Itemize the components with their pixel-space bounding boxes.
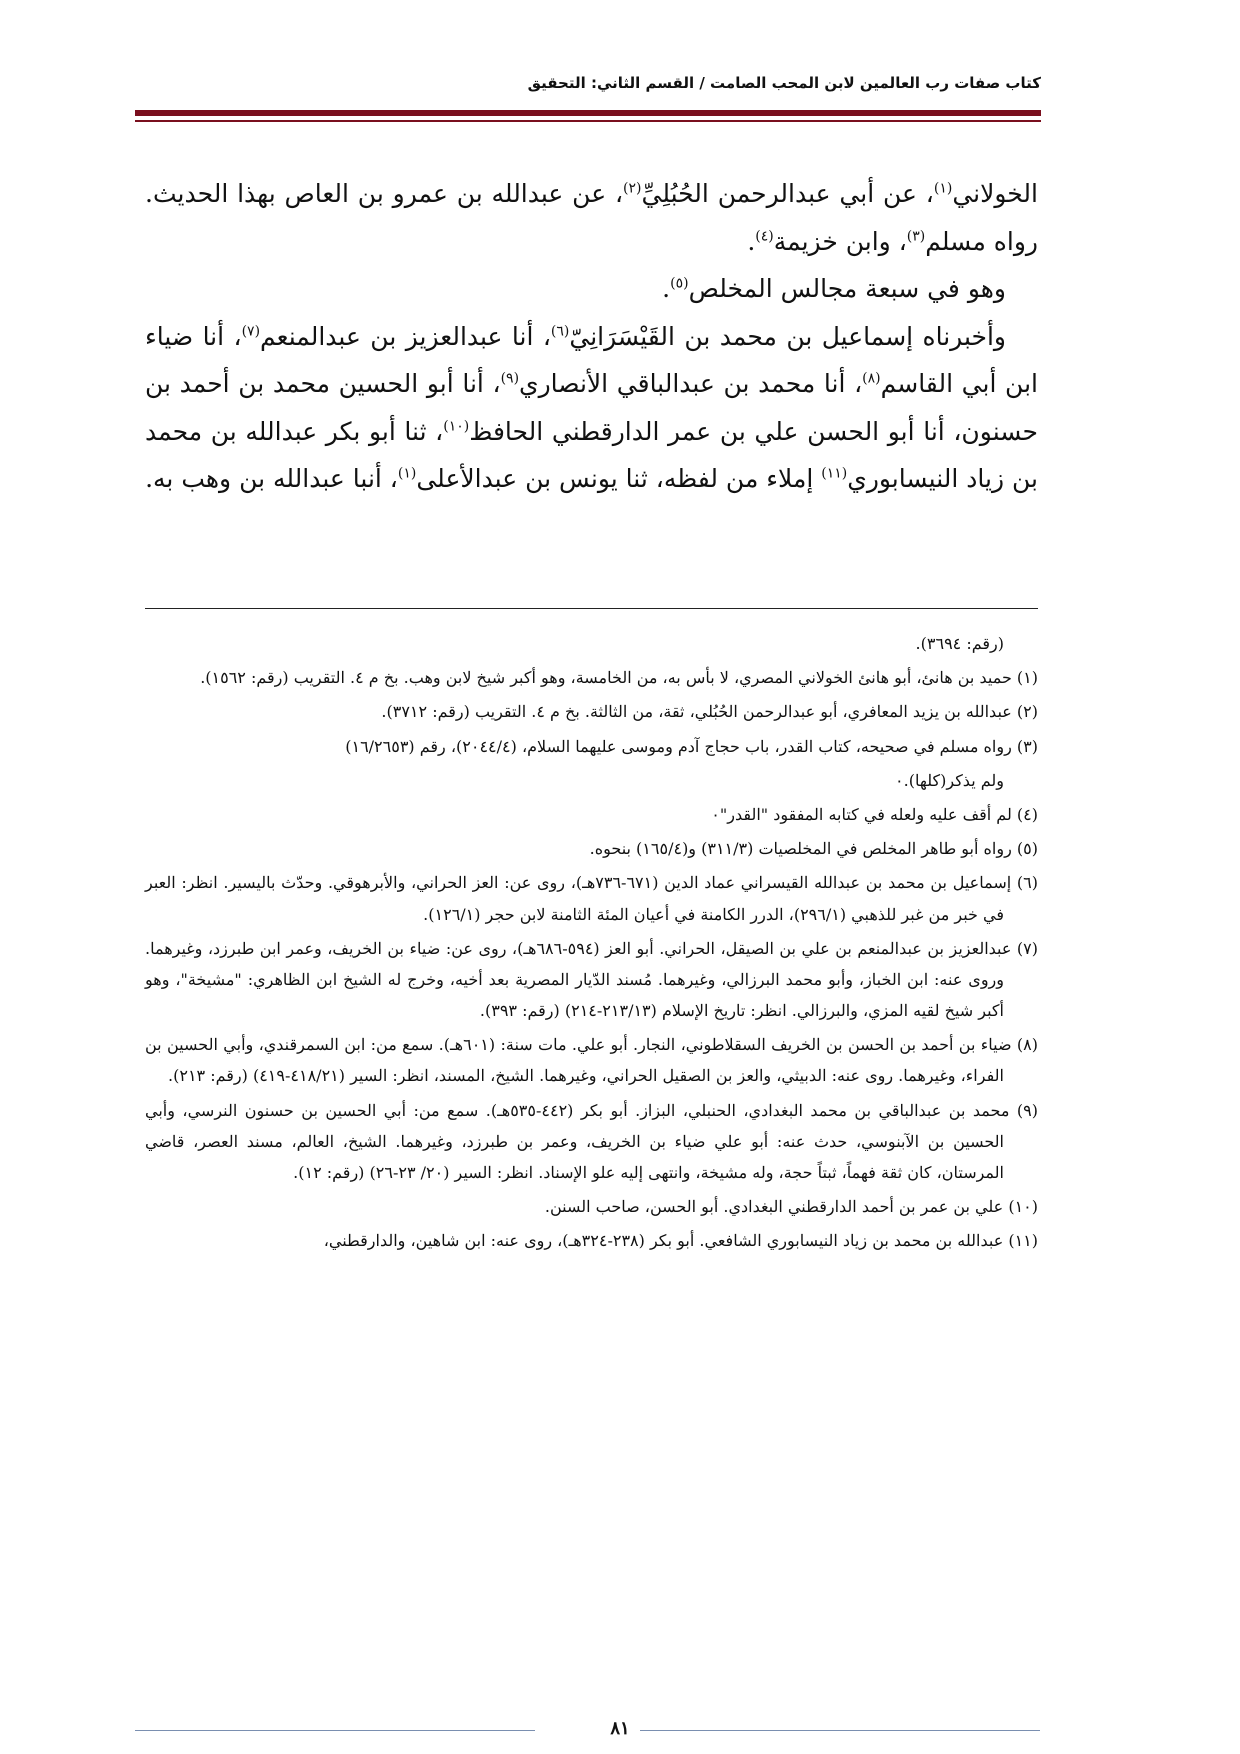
footnote-7: (٧) عبدالعزيز بن عبدالمنعم بن علي بن الصيقل، الحراني. أبو العز (٥٩٤-٦٨٦هـ)، روى عن: ضياء بن الخريف، وعمر ابن طبرزد، وغيرهما. وروى عنه: ابن الخباز، وأبو محمد البرزالي، وغيرهما. مُسند الدّيار المصرية بعد أخيه، وخرج له الشيخ ابن الظاهري: "مشيخة"، وهو أكبر شيخ لقيه المزي، والبرزالي. انظر: تاريخ الإسلام (٢١٣/١٣-٢١٤) (رقم: ٣٩٣). <box>145 938 1038 1021</box>
footnote-ref: (٦) <box>550 323 570 340</box>
text-run: وأخبرناه إسماعيل بن محمد بن القَيْسَرَانِيّ <box>569 321 1006 351</box>
text-run: ، أنا ضياء ابن أبي القاسم <box>145 321 1038 398</box>
header-rule-thin <box>135 120 1041 122</box>
footnote-8: (٨) ضياء بن أحمد بن الحسن بن الخريف السقلاطوني، النجار. أبو علي. مات سنة: (٦٠١هـ). سمع من: ابن السمرقندي، وأبي الحسين بن الفراء، وغيرهما. روى عنه: الدبيثي، والعز بن الصقيل الحراني، وغيرهما. الشيخ، المسند، انظر: السير (٤١٨/٢١-٤١٩) (رقم: ٢١٣). <box>145 1035 1039 1086</box>
paragraph-3 <box>145 313 1038 503</box>
footer-line-right <box>640 1730 1040 1731</box>
footnote-10: (١٠) علي بن عمر بن أحمد الدارقطني البغدادي. أبو الحسن، صاحب السنن. <box>544 1197 1038 1217</box>
text-run: ، أنبا عبدالله بن وهب به. <box>145 464 398 493</box>
footnote-ref: (٧) <box>241 323 261 340</box>
text-run: ، وابن خزيمة <box>773 226 907 256</box>
running-header: كتاب صفات رب العالمين لابن المحب الصامت / القسم الثاني: التحقيق <box>527 74 1041 92</box>
text-run: . <box>747 226 756 256</box>
text-run: ، أنا أبو الحسين محمد بن أحمد بن حسنون، أنا أبو الحسن علي بن عمر الدارقطني الحافظ <box>145 369 1038 446</box>
main-text <box>145 170 1038 503</box>
footnote-ref: (١١) <box>821 465 848 482</box>
text-run: إملاء من لفظه، ثنا يونس بن عبدالأعلى <box>416 464 822 493</box>
text-run: ، عن أبي عبدالرحمن الحُبُلِيِّ <box>641 179 934 208</box>
footnote-ref: (٨) <box>862 370 881 387</box>
footnote-ref: (٢) <box>623 180 642 197</box>
text-run: ، أنا عبدالعزيز بن عبدالمنعم <box>260 321 551 351</box>
paragraph-2 <box>145 265 1038 313</box>
header-rule-thick <box>135 110 1041 116</box>
footnote-separator <box>145 608 1038 609</box>
text-run: الخولاني <box>952 179 1038 208</box>
footnote-9: (٩) محمد بن عبدالباقي بن محمد البغدادي، الحنبلي، البزاز. أبو بكر (٤٤٢-٥٣٥هـ). سمع من: أبي الحسين بن حسنون النرسي، وأبي الحسين بن الآبنوسي، حدث عنه: أبو علي ضياء بن الخريف، وعمر بن طبرزد، وغيرهما. الشيخ، العالم، مسند العصر، قاضي المرستان، كان ثقة فهماً، ثبتاً حجة، وله مشيخة، وانتهى إليه علو الإسناد. انظر: السير (٢٠/ ٢٣-٢٦) (رقم: ١٢). <box>145 1100 1038 1182</box>
footnote-3-continued: ولم يذكر(كلها).٠ <box>895 770 1004 790</box>
footnote-ref: (٩) <box>500 370 520 387</box>
footnote-ref: (٥) <box>670 275 689 292</box>
footnote-2: (٢) عبدالله بن يزيد المعافري، أبو عبدالرحمن الحُبُلي، ثقة، من الثالثة. بخ م ٤. التقريب (رقم: ٣٧١٢). <box>381 702 1038 722</box>
footnote-3: (٣) رواه مسلم في صحيحه، كتاب القدر، باب حجاج آدم وموسى عليهما السلام، (٢٠٤٤/٤)، رقم (١٦/٢٦٥٣) <box>345 736 1038 756</box>
footnote-ref: (١) <box>933 180 953 197</box>
footnotes <box>145 628 1038 1260</box>
text-run: ، ثنا أبو بكر عبدالله بن محمد بن زياد النيسابوري <box>145 416 1038 493</box>
text-run: . <box>662 274 671 303</box>
page-number: ٨١ <box>610 1718 630 1739</box>
footnote-ref: (١٠) <box>443 418 470 435</box>
text-run: ، أنا محمد بن عبدالباقي الأنصاري <box>519 369 863 398</box>
footnote-ref: (٣) <box>906 228 926 245</box>
footnote-0: (رقم: ٣٦٩٤). <box>915 634 1004 653</box>
paragraph-1 <box>145 170 1038 265</box>
footnote-6: (٦) إسماعيل بن محمد بن عبدالله القيسراني عماد الدين (٦٧١-٧٣٦هـ)، روى عن: العز الحراني، والأبرهوقي. وحدّث باليسير. انظر: العبر في خبر من غبر للذهبي (٢٩٦/١)، الدرر الكامنة في أعيان المئة الثامنة لابن حجر (١٢٦/١). <box>145 873 1038 924</box>
footer-line-left <box>135 1730 535 1731</box>
footnote-5: (٥) رواه أبو طاهر المخلص في المخلصيات (٣١١/٣) و(١٦٥/٤) بنحوه. <box>589 839 1038 859</box>
text-run: وهو في سبعة مجالس المخلص <box>688 274 1006 303</box>
footnote-1: (١) حميد بن هانئ، أبو هانئ الخولاني المصري، لا بأس به، من الخامسة، وهو أكبر شيخ لابن وهب. بخ م ٤. التقريب (رقم: ١٥٦٢). <box>200 668 1038 688</box>
footnote-4: (٤) لم أقف عليه ولعله في كتابه المفقود "القدر"٠ <box>711 804 1038 824</box>
footnote-ref: (١) <box>397 465 417 482</box>
footnote-ref: (٤) <box>755 228 774 245</box>
footnote-11: (١١) عبدالله بن محمد بن زياد النيسابوري الشافعي. أبو بكر (٢٣٨-٣٢٤هـ)، روى عنه: ابن شاهين، والدارقطني، <box>323 1231 1038 1251</box>
text-run: ، عن عبدالله بن عمرو بن العاص بهذا الحديث. رواه مسلم <box>145 179 1038 256</box>
